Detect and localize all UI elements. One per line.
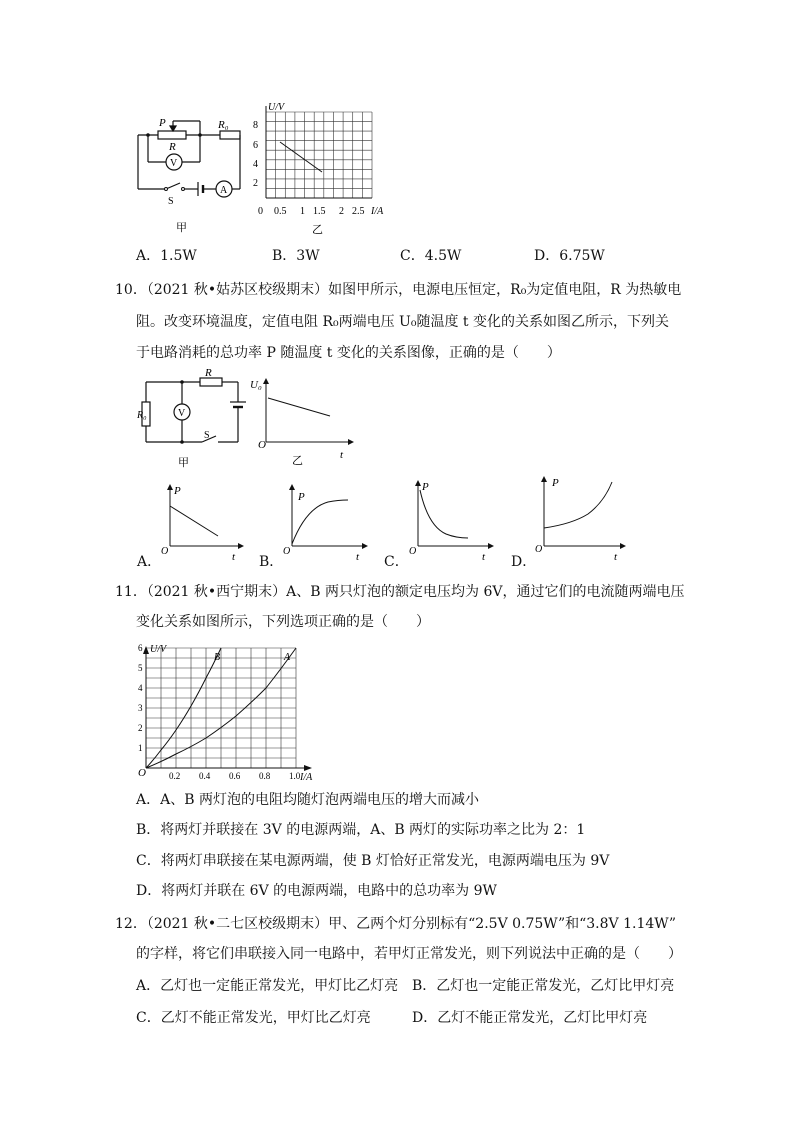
graph-c-ylabel: P bbox=[422, 481, 429, 493]
q11-stem-line1: 11．（2021 秋•西宁期末）A、B 两只灯泡的额定电压均为 6V，通过它们的电流随两端电压 bbox=[115, 584, 685, 600]
q10-origin: O bbox=[258, 439, 266, 451]
q9-ytick: 2 bbox=[253, 178, 258, 189]
graph-d-ylabel: P bbox=[552, 477, 559, 489]
q10-option-a[interactable]: A． bbox=[137, 554, 162, 570]
q10-stem-line3: 于电路消耗的总功率 P 随温度 t 变化的关系图像，正确的是（ ） bbox=[136, 345, 561, 361]
q9-xlabel: I/A bbox=[371, 206, 384, 217]
q11-xtick: 1.0 bbox=[289, 771, 301, 781]
q11-xtick: 0.4 bbox=[199, 771, 211, 781]
q9-ytick: 8 bbox=[253, 120, 258, 131]
q9-xtick: 2.5 bbox=[352, 206, 365, 217]
graph-a-xlabel: t bbox=[232, 551, 236, 563]
q9-option-d[interactable]: D．6.75W bbox=[534, 248, 605, 264]
q11-ytick: 2 bbox=[138, 723, 143, 733]
graph-b-ylabel: P bbox=[298, 491, 305, 503]
q9-circuit-jia bbox=[128, 112, 248, 240]
q10-option-b[interactable]: B． bbox=[259, 554, 284, 570]
switch-label: S bbox=[204, 430, 210, 441]
q12-stem-line2: 的字样，将它们串联接入同一电路中，若甲灯正常发光，则下列说法中正确的是（ ） bbox=[136, 946, 682, 962]
switch-label: S bbox=[168, 196, 174, 207]
q9-option-c[interactable]: C．4.5W bbox=[400, 248, 462, 264]
graph-d-xlabel: t bbox=[614, 551, 618, 563]
q9-ylabel: U/V bbox=[268, 102, 285, 113]
q9-graph-yi bbox=[250, 98, 400, 238]
q12-option-a[interactable]: A．乙灯也一定能正常发光，甲灯比乙灯亮 bbox=[136, 978, 399, 994]
q10-option-c[interactable]: C． bbox=[384, 554, 409, 570]
q11-origin: O bbox=[138, 767, 146, 779]
q12-option-c[interactable]: C．乙灯不能正常发光，甲灯比乙灯亮 bbox=[136, 1010, 371, 1026]
graph-c-xlabel: t bbox=[482, 551, 486, 563]
q11-ytick: 5 bbox=[138, 663, 143, 673]
q10-xlabel: t bbox=[340, 449, 344, 461]
q10-graph-b[interactable] bbox=[280, 480, 372, 566]
q10-graph-c[interactable] bbox=[406, 476, 498, 566]
q11-option-d[interactable]: D．将两灯并联在 6V 的电源两端，电路中的总功率为 9W bbox=[136, 883, 497, 899]
q11-xtick: 0.2 bbox=[169, 771, 181, 781]
q9-option-a[interactable]: A．1.5W bbox=[136, 248, 197, 264]
q11-option-a[interactable]: A．A、B 两灯泡的电阻均随灯泡两端电压的增大而减小 bbox=[136, 792, 479, 808]
q9-xtick: 1 bbox=[300, 206, 305, 217]
q10-circuit-jia bbox=[138, 366, 248, 470]
q9-xtick: 2 bbox=[339, 206, 344, 217]
q11-ytick: 4 bbox=[138, 683, 143, 693]
q9-xtick: 0 bbox=[258, 206, 263, 217]
q11-option-b[interactable]: B．将两灯并联接在 3V 的电源两端，A、B 两灯的实际功率之比为 2：1 bbox=[136, 822, 586, 838]
q11-iu-chart bbox=[138, 640, 328, 782]
q11-ytick: 1 bbox=[138, 743, 143, 753]
voltmeter-label: V bbox=[170, 158, 178, 169]
graph-b-xlabel: t bbox=[356, 551, 360, 563]
q10-stem-line1: 10．（2021 秋•姑苏区校级期末）如图甲所示，电源电压恒定，R₀为定值电阻，R 为热敏电 bbox=[115, 282, 682, 298]
graph-c-origin: O bbox=[409, 546, 417, 557]
q10-graph-yi bbox=[248, 372, 358, 472]
graph-d-origin: O bbox=[535, 544, 543, 555]
label-R0: R₀ bbox=[218, 119, 229, 131]
q11-ytick: 6 bbox=[138, 643, 143, 653]
graph-b-origin: O bbox=[283, 546, 291, 557]
q10-ylabel: U₀ bbox=[250, 379, 262, 391]
graph-a-ylabel: P bbox=[174, 485, 181, 497]
q10-stem-line2: 阻。改变环境温度，定值电阻 R₀两端电压 U₀随温度 t 变化的关系如图乙所示，下列关 bbox=[136, 314, 669, 330]
q11-ytick: 3 bbox=[138, 703, 143, 713]
q9-xtick: 0.5 bbox=[274, 206, 287, 217]
graph-a-origin: O bbox=[161, 546, 169, 557]
q11-stem-line2: 变化关系如图所示，下列选项正确的是（ ） bbox=[136, 614, 430, 630]
fig-caption-jia: 甲 bbox=[178, 457, 189, 469]
series-label-b: B bbox=[214, 652, 221, 663]
fig-caption-jia: 甲 bbox=[176, 222, 187, 234]
series-label-a: A bbox=[284, 652, 291, 663]
q9-option-b[interactable]: B．3W bbox=[272, 248, 320, 264]
q11-xtick: 0.8 bbox=[259, 771, 271, 781]
q12-option-b[interactable]: B．乙灯也一定能正常发光，乙灯比甲灯亮 bbox=[412, 978, 675, 994]
q12-stem-line1: 12．（2021 秋•二七区校级期末）甲、乙两个灯分别标有“2.5V 0.75W”和“3.8V 1.14W” bbox=[115, 916, 677, 932]
ammeter-label: A bbox=[220, 185, 228, 196]
q9-ytick: 4 bbox=[253, 159, 258, 170]
label-R: R bbox=[205, 367, 212, 379]
q10-graph-d[interactable] bbox=[532, 472, 632, 566]
voltmeter-label: V bbox=[178, 408, 186, 419]
q11-xlabel: I/A bbox=[300, 772, 313, 783]
q11-option-c[interactable]: C．将两灯串联接在某电源两端，使 B 灯恰好正常发光，电源两端电压为 9V bbox=[136, 853, 610, 869]
q9-xtick: 1.5 bbox=[313, 206, 326, 217]
label-R0: R₀ bbox=[137, 410, 147, 421]
q10-graph-a[interactable] bbox=[158, 480, 248, 566]
fig-caption-yi: 乙 bbox=[312, 224, 323, 236]
q12-option-d[interactable]: D．乙灯不能正常发光，乙灯比甲灯亮 bbox=[412, 1010, 648, 1026]
label-R: R bbox=[169, 141, 176, 153]
q11-xtick: 0.6 bbox=[229, 771, 241, 781]
q11-ylabel: U/V bbox=[150, 644, 167, 655]
q9-ytick: 6 bbox=[253, 140, 258, 151]
q10-option-d[interactable]: D． bbox=[511, 554, 537, 570]
label-P: P bbox=[159, 117, 166, 129]
fig-caption-yi: 乙 bbox=[292, 455, 303, 467]
